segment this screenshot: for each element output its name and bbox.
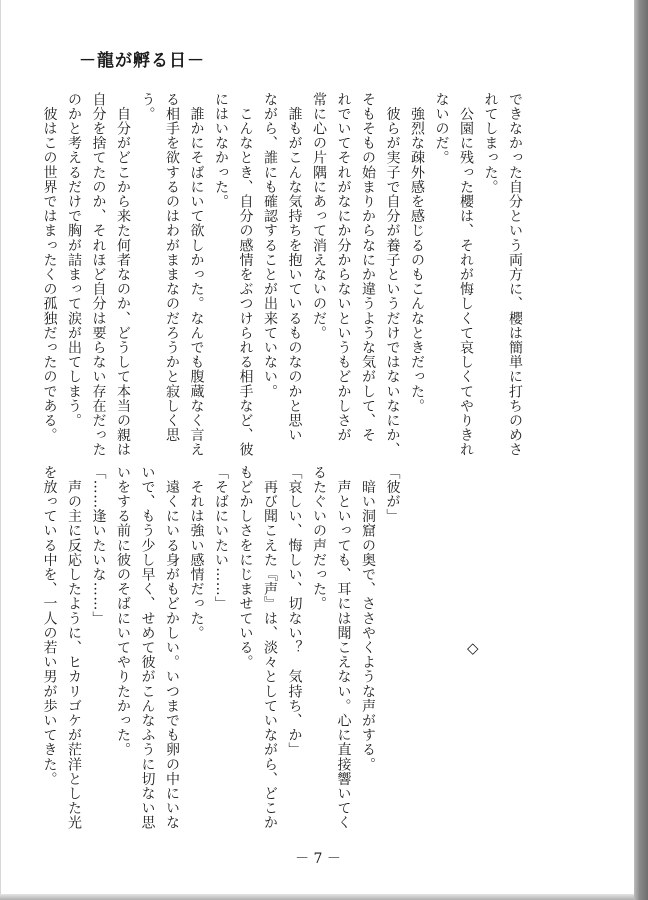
text-line: 「……逢いたいな……」 <box>90 465 107 626</box>
text-line: もどかしさをにじませている。 <box>237 465 254 670</box>
text-line: ながら、誰にも確認することが出来ていない。 <box>262 92 278 399</box>
text-line: 常に心の片隅にあって消えないのだ。 <box>311 92 327 341</box>
text-line: れてしまった。 <box>482 92 499 195</box>
text-line: 「そばにいたい……」 <box>213 465 229 611</box>
text-line: 暗い洞窟の奥で、ささやくような声がする。 <box>360 465 376 772</box>
upper-text-block <box>37 92 527 457</box>
text-line <box>454 465 479 817</box>
text-line: こんなとき、自分の感情をぶつけられる相手など、彼 <box>237 92 254 457</box>
text-line: にはいなかった。 <box>213 92 229 209</box>
text-line: ないのだ。 <box>433 92 450 165</box>
text-line: れでいてそれがなにか分からないというもどかしさが <box>335 92 352 443</box>
text-line: 遠くにいる身がもどかしい。いつまでも卵の中にいな <box>164 465 180 830</box>
text-line: 誰かにそばにいて欲しかった。なんでも腹蔵なく言え <box>188 92 205 457</box>
lower-text-block <box>37 465 527 830</box>
text-line: 自分を捨てたのか、それほど自分は要らない存在だった <box>90 92 107 457</box>
text-line: る相手を欲するのはわがままなのだろうかと寂しく思 <box>164 92 180 443</box>
text-line: 彼はこの世界ではまったくの孤独だったのである。 <box>41 92 58 443</box>
text-line <box>405 465 430 817</box>
section-separator-diamond: ◇ <box>467 639 479 657</box>
text-line: 声の主に反応したように、ヒカリゴケが茫洋とした光 <box>66 465 82 830</box>
text-line <box>503 465 528 817</box>
text-line: 声といっても、耳には聞こえない。心に直接響いてく <box>335 465 352 830</box>
text-line: いをする前に彼のそばにいてやりたかった。 <box>115 465 131 757</box>
text-line: それは強い感情だった。 <box>188 465 205 641</box>
text-line: のかと考えるだけで胸が詰まって涙が出てしまう。 <box>66 92 82 428</box>
text-line: 強烈な疎外感を感じるのもこんなときだった。 <box>409 92 425 414</box>
text-line: 「彼が」 <box>384 465 401 524</box>
text-line: 誰もがこんな気持ちを抱いているものなのかと思い <box>286 92 303 443</box>
text-line: そもそもの始まりからなにか違うような気がして、そ <box>360 92 376 443</box>
text-line: を放っている中を、一人の若い男が歩いてきた。 <box>41 465 58 787</box>
text-line: いで、もう少し早く、せめて彼がこんなふうに切ない思 <box>139 465 156 830</box>
text-line: 公園に残った櫻は、それが悔しくて哀しくてやりきれ <box>458 92 474 457</box>
chapter-header: －龍が孵る日－ <box>79 51 205 71</box>
text-line: るたぐいの声だった。 <box>311 465 327 611</box>
text-line: 彼らが実子で自分が養子というだけではないなにか、 <box>384 92 401 457</box>
page-bottom-shadow <box>0 894 634 900</box>
page-edge-shadow <box>634 0 648 900</box>
text-line: できなかった自分という両方に、櫻は簡単に打ちのめさ <box>507 92 523 457</box>
text-line <box>429 465 454 817</box>
text-line: 再び聞こえた『声』は、淡々としていながら、どこか <box>262 465 278 830</box>
text-line <box>478 465 503 817</box>
text-line: 自分がどこから来た何者なのか、どうして本当の親は <box>115 92 131 457</box>
text-line: 「哀しい、悔しい、切ない？ 気持ち、か」 <box>286 465 303 757</box>
page-number: － 7 － <box>295 851 341 867</box>
text-line: う。 <box>139 92 156 122</box>
